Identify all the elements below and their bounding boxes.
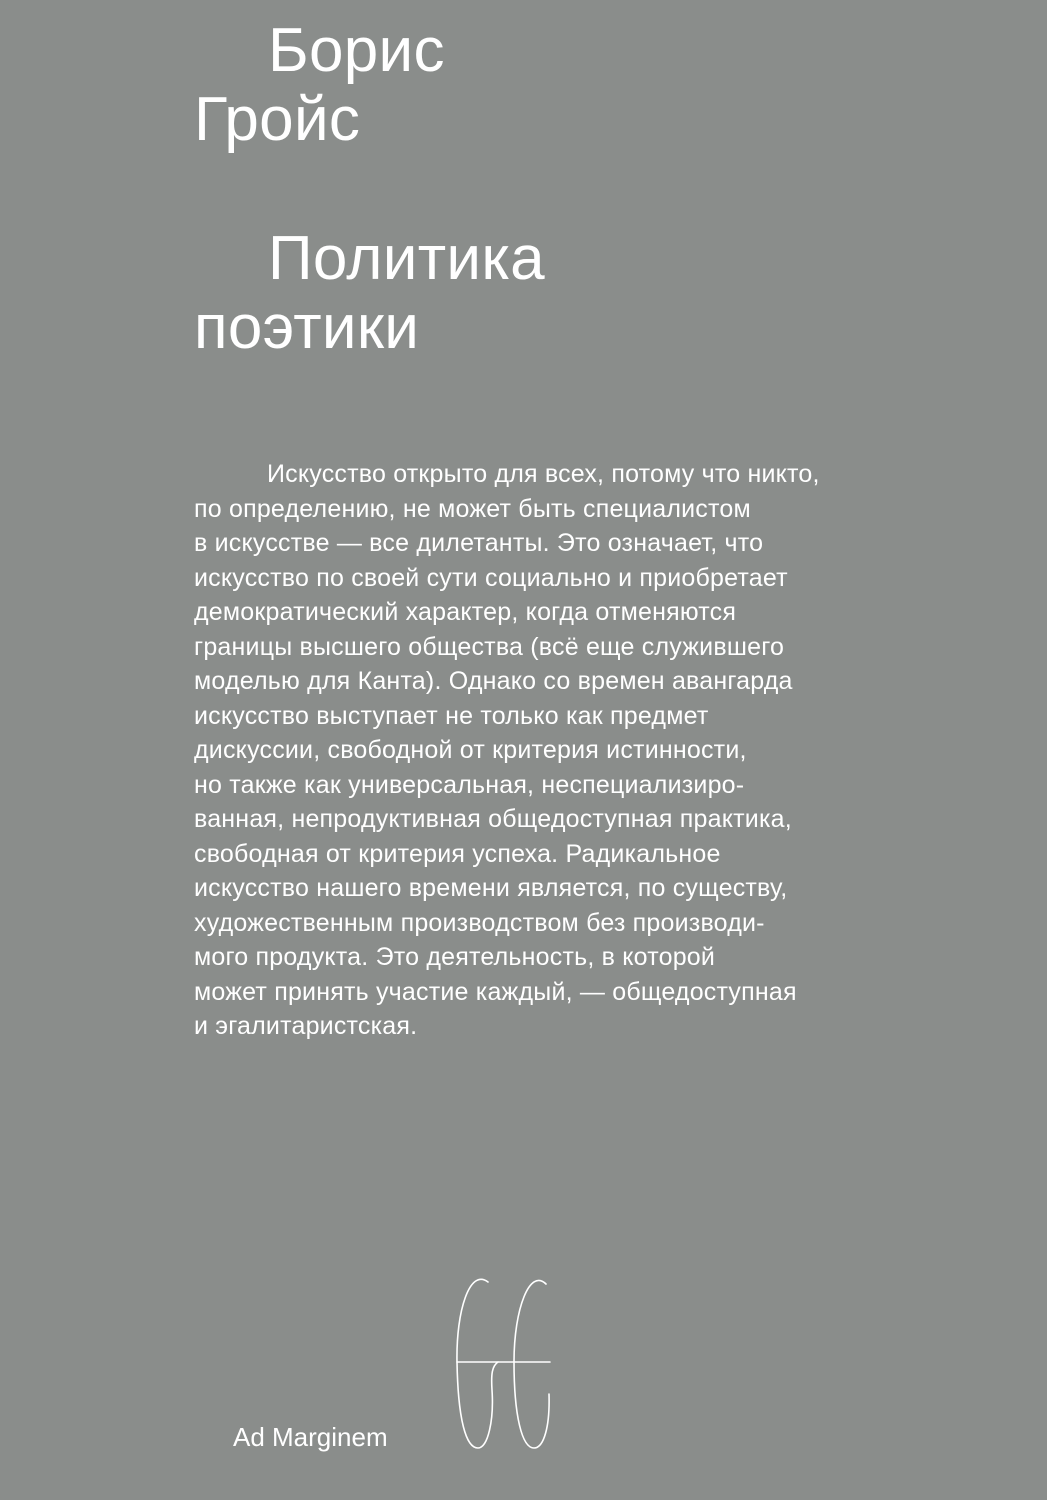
book-title: [194, 224, 545, 362]
blurb-line: искусство нашего времени является, по существу,: [194, 874, 788, 902]
blurb-line: художественным производством без производи-: [194, 908, 765, 937]
blurb-line: свободная от критерия успеха. Радикальное: [194, 839, 721, 868]
blurb-line: искусство выступает не только как предмет: [194, 701, 709, 730]
blurb-line: мого продукта. Это деятельность, в которой: [194, 943, 716, 971]
blurb-line: в искусстве — все дилетанты. Это означает, что: [194, 529, 764, 557]
blurb-line: но также как универсальная, неспециализиро-: [194, 770, 745, 799]
publisher-name: Ad Marginem: [233, 1422, 388, 1452]
blurb-line: дискуссии, свободной от критерия истинности,: [194, 736, 747, 764]
blurb-line: и эгалитаристская.: [194, 1012, 418, 1040]
cover-blurb: [194, 457, 914, 1044]
author-first-name: Борис: [268, 16, 445, 85]
blurb-line: моделью для Канта). Однако со времен авангарда: [194, 667, 793, 695]
blurb-line: по определению, не может быть специалистом: [194, 494, 751, 523]
blurb-line: демократический характер, когда отменяются: [194, 598, 737, 626]
blurb-line: границы высшего общества (всё еще служившего: [194, 632, 785, 661]
book-title-line-2: поэтики: [194, 293, 420, 362]
blurb-line: ванная, непродуктивная общедоступная практика,: [194, 805, 792, 833]
blurb-line: искусство по своей сути социально и приобретает: [194, 563, 788, 592]
blurb-line: может принять участие каждый, — общедоступная: [194, 977, 797, 1006]
ad-marginem-logo-icon: [452, 1270, 556, 1455]
book-title-line-1: Политика: [268, 224, 545, 293]
author-name: [194, 16, 445, 154]
blurb-line: Искусство открыто для всех, потому что никто,: [267, 460, 820, 488]
author-last-name: Гройс: [194, 85, 361, 154]
